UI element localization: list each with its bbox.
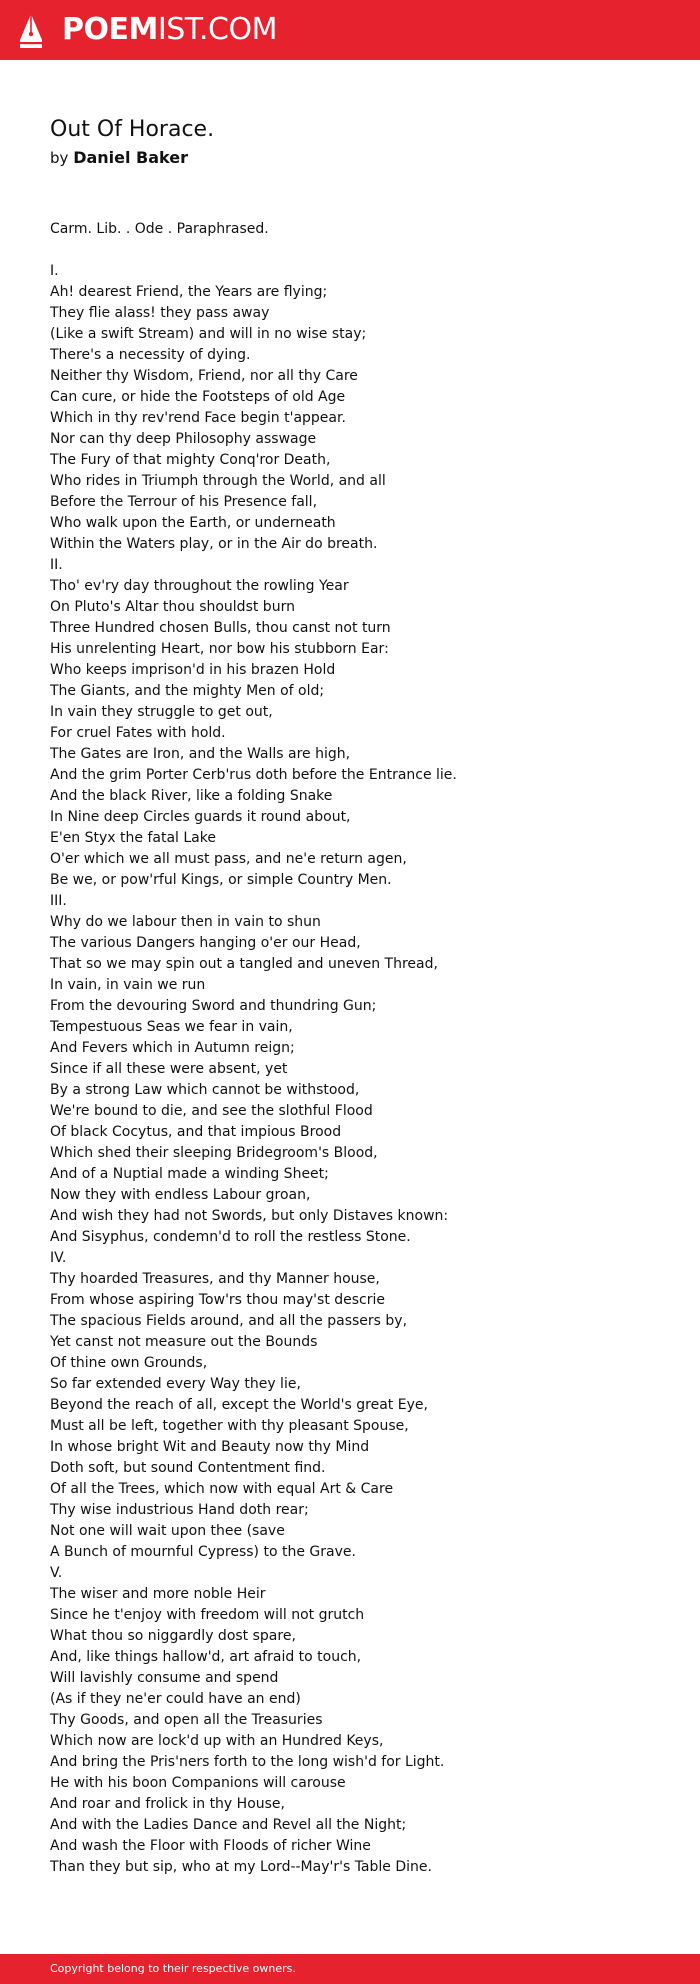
poem-line: And of a Nuptial made a winding Sheet; xyxy=(50,1166,329,1182)
poem-line: Why do we labour then in vain to shun xyxy=(50,914,321,930)
poem-line: In Nine deep Circles guards it round about, xyxy=(50,809,351,825)
poem-line: And the black River, like a folding Snake xyxy=(50,788,333,804)
poem-line: Who rides in Triumph through the World, and all xyxy=(50,473,386,489)
poem-line: Nor can thy deep Philosophy asswage xyxy=(50,431,317,447)
poem-line: Must all be left, together with thy pleasant Spouse, xyxy=(50,1418,409,1434)
poem-line: From whose aspiring Tow'rs thou may'st descrie xyxy=(50,1292,386,1308)
poem-line: In vain, in vain we run xyxy=(50,977,206,993)
poem-line: (As if they ne'er could have an end) xyxy=(50,1691,301,1707)
poem-line: Which shed their sleeping Bridegroom's Blood, xyxy=(50,1145,378,1161)
poem-line: They flie alass! they pass away xyxy=(50,305,270,321)
logo-light-text: IST.COM xyxy=(157,12,277,47)
poem-line: Thy hoarded Treasures, and thy Manner house, xyxy=(50,1271,380,1287)
poem-line: Thy wise industrious Hand doth rear; xyxy=(50,1502,309,1518)
poem-line: Doth soft, but sound Contentment find. xyxy=(50,1460,326,1476)
poem-line: Three Hundred chosen Bulls, thou canst not turn xyxy=(50,620,391,636)
stanza-spacer xyxy=(50,240,670,261)
poem-line: And bring the Pris'ners forth to the long wish'd for Light. xyxy=(50,1754,445,1770)
poem-line: Within the Waters play, or in the Air do breath. xyxy=(50,536,378,552)
poem-title: Out Of Horace. xyxy=(50,117,215,142)
poem-line: III. xyxy=(50,893,67,909)
poem-subtitle: Carm. Lib. . Ode . Paraphrased. xyxy=(50,221,269,237)
byline xyxy=(50,147,188,169)
poem-line: And roar and frolick in thy House, xyxy=(50,1796,285,1812)
poem-line: E'en Styx the fatal Lake xyxy=(50,830,216,846)
author-name[interactable]: Daniel Baker xyxy=(73,148,188,167)
site-footer xyxy=(0,1954,700,1984)
poem-line: Yet canst not measure out the Bounds xyxy=(50,1334,318,1350)
poem-line: Since if all these were absent, yet xyxy=(50,1061,288,1077)
poem-line: Will lavishly consume and spend xyxy=(50,1670,279,1686)
poem-line: I. xyxy=(50,263,59,279)
poem-line: We're bound to die, and see the slothful Flood xyxy=(50,1103,373,1119)
poem-line: Can cure, or hide the Footsteps of old Age xyxy=(50,389,346,405)
poem-line: A Bunch of mournful Cypress) to the Grave. xyxy=(50,1544,356,1560)
poem-line: And Fevers which in Autumn reign; xyxy=(50,1040,295,1056)
site-header xyxy=(0,0,700,60)
poem-line: By a strong Law which cannot be withstood, xyxy=(50,1082,360,1098)
poem-line: Which in thy rev'rend Face begin t'appear. xyxy=(50,410,346,426)
poem-line: II. xyxy=(50,557,63,573)
poem-line: Now they with endless Labour groan, xyxy=(50,1187,311,1203)
pen-nib-icon[interactable] xyxy=(18,13,44,49)
poem-line: So far extended every Way they lie, xyxy=(50,1376,301,1392)
poem-line: The various Dangers hanging o'er our Head, xyxy=(50,935,361,951)
poem-line: What thou so niggardly dost spare, xyxy=(50,1628,296,1644)
poem-line: And Sisyphus, condemn'd to roll the restless Stone. xyxy=(50,1229,411,1245)
poem-line: Since he t'enjoy with freedom will not grutch xyxy=(50,1607,365,1623)
poem-line: Of all the Trees, which now with equal Art & Care xyxy=(50,1481,394,1497)
poem-line: Beyond the reach of all, except the World's great Eye, xyxy=(50,1397,428,1413)
poem-line: The Giants, and the mighty Men of old; xyxy=(50,683,325,699)
poem-line: On Pluto's Altar thou shouldst burn xyxy=(50,599,295,615)
site-logo[interactable] xyxy=(62,12,277,48)
poem-line: And, like things hallow'd, art afraid to touch, xyxy=(50,1649,362,1665)
poem-line: His unrelenting Heart, nor bow his stubborn Ear: xyxy=(50,641,389,657)
poem-line: And the grim Porter Cerb'rus doth before the Entrance lie. xyxy=(50,767,457,783)
poem-line: Be we, or pow'rful Kings, or simple Country Men. xyxy=(50,872,392,888)
poem-line: Who keeps imprison'd in his brazen Hold xyxy=(50,662,336,678)
poem-line: Of black Cocytus, and that impious Brood xyxy=(50,1124,342,1140)
poem-line: And wash the Floor with Floods of richer Wine xyxy=(50,1838,371,1854)
poem-line: V. xyxy=(50,1565,63,1581)
poem-line: Neither thy Wisdom, Friend, nor all thy Care xyxy=(50,368,358,384)
poem-line: For cruel Fates with hold. xyxy=(50,725,226,741)
poem-line: The wiser and more noble Heir xyxy=(50,1586,266,1602)
poem-line: (Like a swift Stream) and will in no wise stay; xyxy=(50,326,367,342)
poem-line: Not one will wait upon thee (save xyxy=(50,1523,285,1539)
poem-line: In vain they struggle to get out, xyxy=(50,704,273,720)
logo-bold-text: POEM xyxy=(62,12,158,47)
poem-line: The spacious Fields around, and all the passers by, xyxy=(50,1313,408,1329)
copyright-text: Copyright belong to their respective owners. xyxy=(50,1962,296,1975)
poem-line: Than they but sip, who at my Lord--May'r's Table Dine. xyxy=(50,1859,432,1875)
poem-line: Tempestuous Seas we fear in vain, xyxy=(50,1019,293,1035)
poem-line: Of thine own Grounds, xyxy=(50,1355,208,1371)
poem-line: Ah! dearest Friend, the Years are flying; xyxy=(50,284,328,300)
by-label: by xyxy=(50,149,69,167)
poem-line: Tho' ev'ry day throughout the rowling Year xyxy=(50,578,349,594)
poem-line: O'er which we all must pass, and ne'e return agen, xyxy=(50,851,407,867)
poem-line: Which now are lock'd up with an Hundred Keys, xyxy=(50,1733,384,1749)
poem-line: And wish they had not Swords, but only Distaves known: xyxy=(50,1208,449,1224)
poem-line: IV. xyxy=(50,1250,67,1266)
poem-line: And with the Ladies Dance and Revel all the Night; xyxy=(50,1817,407,1833)
poem-line: Before the Terrour of his Presence fall, xyxy=(50,494,318,510)
poem-line: There's a necessity of dying. xyxy=(50,347,251,363)
poem-line: The Gates are Iron, and the Walls are high, xyxy=(50,746,351,762)
poem-line: That so we may spin out a tangled and uneven Thread, xyxy=(50,956,438,972)
poem-line: Who walk upon the Earth, or underneath xyxy=(50,515,336,531)
poem-line: He with his boon Companions will carouse xyxy=(50,1775,346,1791)
poem-line: In whose bright Wit and Beauty now thy Mind xyxy=(50,1439,370,1455)
poem-body xyxy=(50,219,670,1878)
poem-line: The Fury of that mighty Conq'ror Death, xyxy=(50,452,331,468)
poem-line: Thy Goods, and open all the Treasuries xyxy=(50,1712,323,1728)
poem-line: From the devouring Sword and thundring Gun; xyxy=(50,998,377,1014)
